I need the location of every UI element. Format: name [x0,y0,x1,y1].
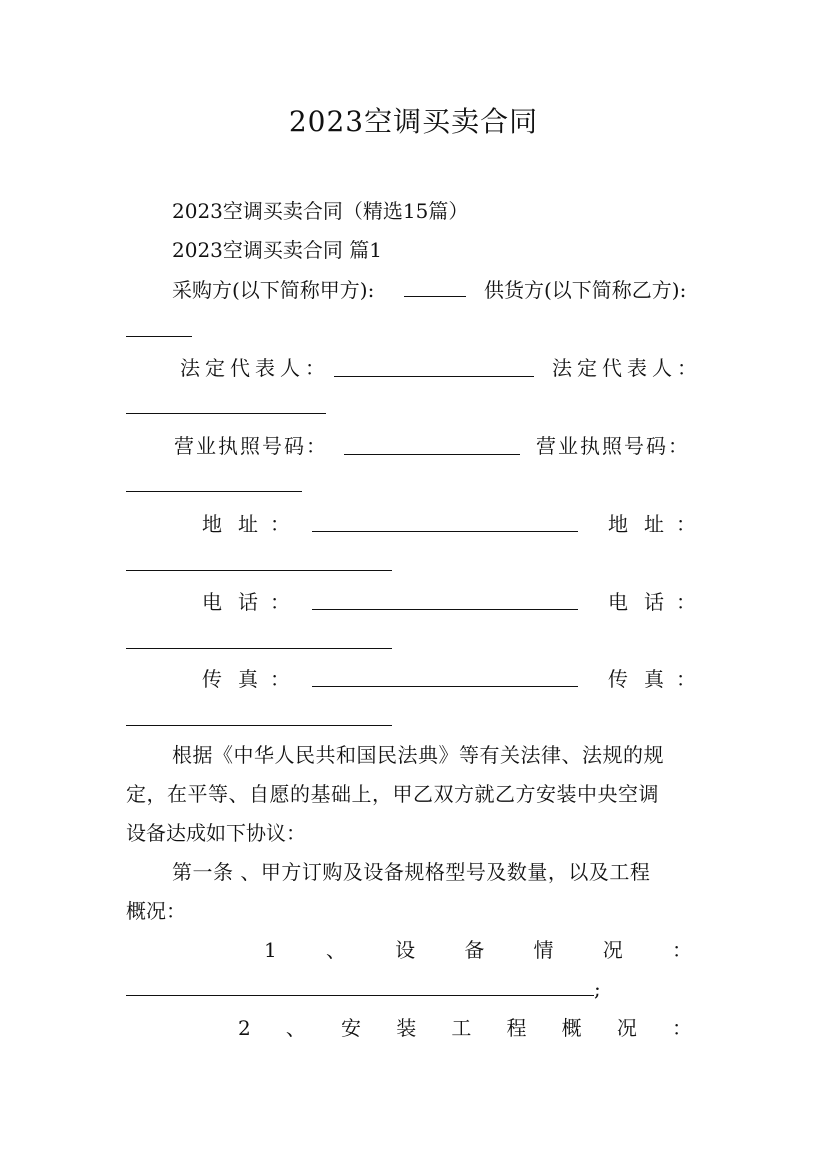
item2-heading [238,1014,692,1042]
item2-char2: 装 [396,1016,417,1040]
item2-char4: 程 [506,1016,527,1040]
phone-right-char2: 话 [644,590,664,614]
seller-label: 供货方(以下简称乙方): [484,278,687,302]
article1-line-1: 第一条 、甲方订购及设备规格型号及数量，以及工程 [172,860,651,884]
legal-rep-left-label: 法定代表人： [180,356,330,380]
address-right-char1: 地 [608,512,628,536]
address-left-char2: 址 [238,512,258,536]
item2-char3: 工 [451,1016,472,1040]
item1-blank [126,995,594,996]
item1-heading [264,936,692,964]
item1-char1: 设 [395,938,416,962]
phone-left-colon: ： [270,590,290,614]
item2-char5: 概 [561,1016,582,1040]
address-right-char2: 址 [644,512,664,536]
fax-left-char1: 传 [202,667,222,691]
address-right-colon: ： [676,512,696,536]
item1-end-mark: ; [594,977,601,1001]
buyer-label: 采购方(以下简称甲方): [172,278,375,302]
fax-right-char1: 传 [608,667,628,691]
license-left-blank [344,454,520,455]
subtitle: 2023空调买卖合同（精选15篇） [172,199,469,223]
phone-left-char2: 话 [238,590,258,614]
fax-right-colon: ： [676,667,696,691]
item1-char4: 况 [602,938,623,962]
preamble-line-3: 设备达成如下协议： [126,821,306,845]
item1-colon: ： [671,938,692,962]
preamble-line-1: 根据《中华人民共和国民法典》等有关法律、法规的规 [172,743,664,767]
phone-left-blank [312,609,578,610]
fax-right-blank [126,725,392,726]
document-title: 2023空调买卖合同 [288,105,539,138]
license-right-blank [126,491,302,492]
address-right-blank [126,570,392,571]
legal-rep-right-label: 法定代表人： [552,356,702,380]
phone-right-blank [126,648,392,649]
phone-right-char1: 电 [608,590,628,614]
item2-char1: 安 [341,1016,362,1040]
legal-rep-right-blank [126,413,326,414]
item1-number: 1 [264,938,277,962]
item1-separator: 、 [325,938,346,962]
legal-rep-left-blank [334,376,534,377]
preamble-line-2: 定，在平等、自愿的基础上，甲乙双方就乙方安装中央空调 [126,782,659,806]
item2-number: 2 [238,1016,251,1040]
address-left-colon: ： [270,512,290,536]
phone-right-colon: ： [676,590,696,614]
address-left-blank [312,531,578,532]
fax-left-colon: ： [270,667,290,691]
phone-left-char1: 电 [202,590,222,614]
license-right-label: 营业执照号码： [536,434,690,458]
fax-left-char2: 真 [238,667,258,691]
fax-left-blank [312,686,578,687]
fax-right-char2: 真 [644,667,664,691]
license-left-label: 营业执照号码： [174,434,328,458]
address-left-char1: 地 [202,512,222,536]
section-heading: 2023空调买卖合同 篇1 [172,238,382,262]
article1-line-2: 概况： [126,899,186,923]
item1-char3: 情 [533,938,554,962]
item2-separator: 、 [285,1016,306,1040]
buyer-blank [404,296,466,297]
item2-char6: 况 [616,1016,637,1040]
item1-char2: 备 [464,938,485,962]
item2-colon: ： [671,1016,692,1040]
seller-blank [126,336,192,337]
